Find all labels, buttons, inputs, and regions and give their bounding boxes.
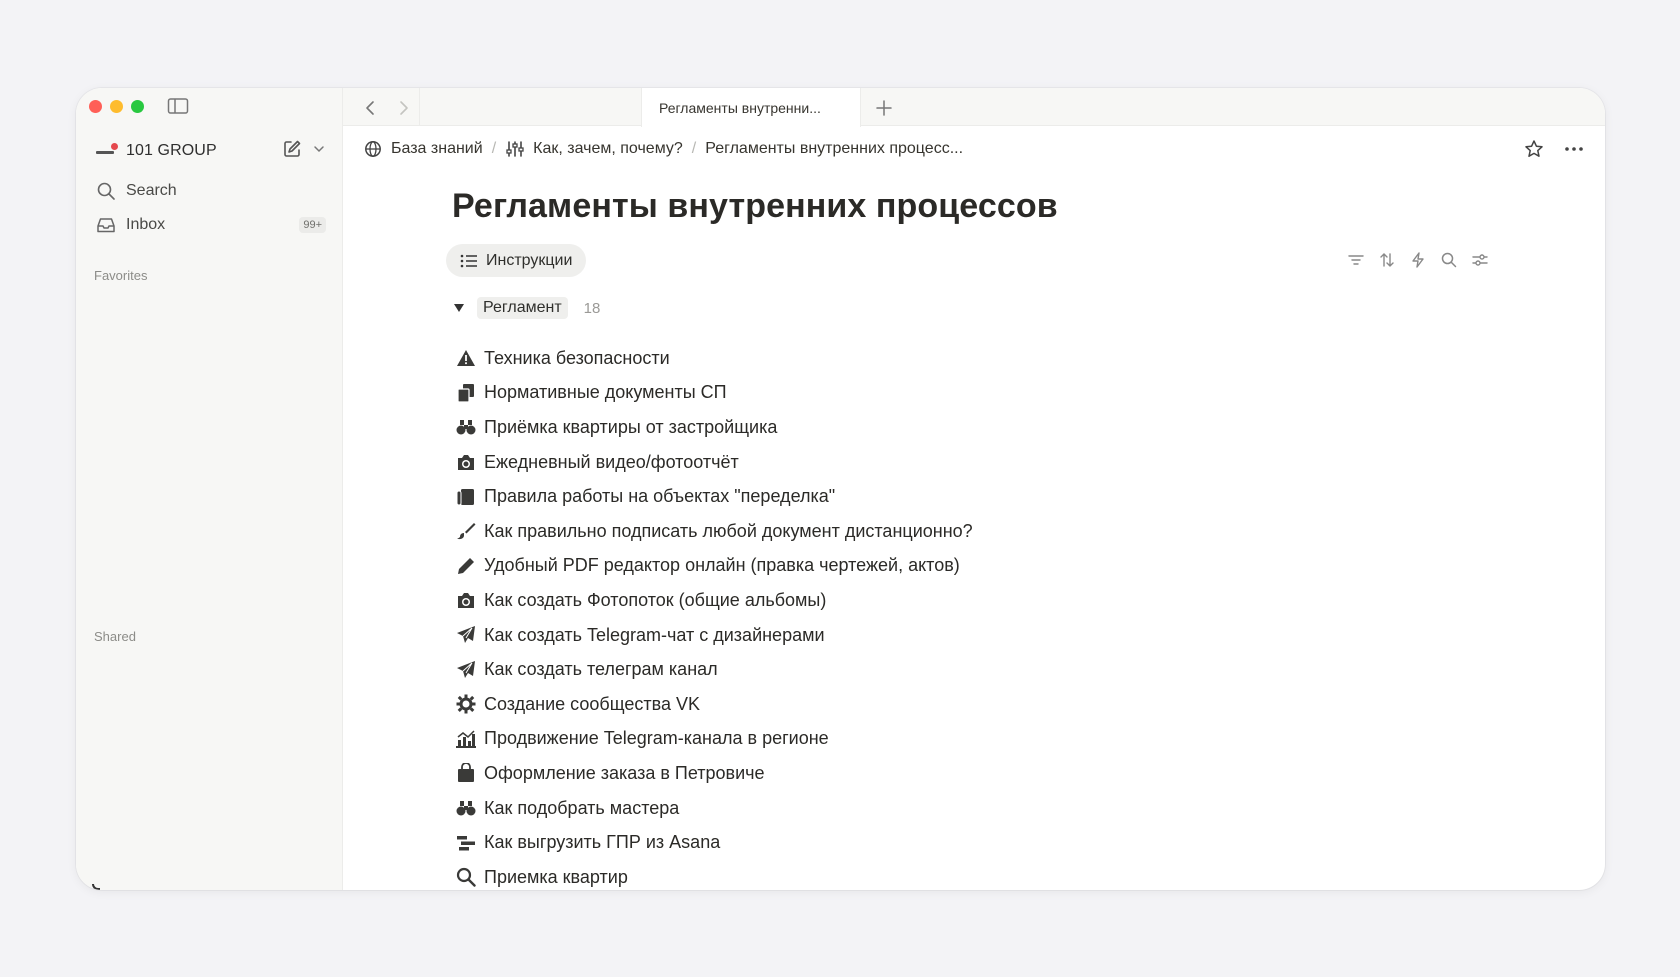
item-list: [456, 341, 973, 890]
breadcrumb: [363, 136, 963, 162]
binoculars-icon: [456, 798, 476, 818]
group-label[interactable]: Регламент: [477, 297, 568, 319]
sidebar-item-search[interactable]: [95, 177, 326, 205]
sort-icon[interactable]: [1377, 250, 1397, 270]
back-arrow-icon[interactable]: [360, 97, 382, 119]
list-item-label: Продвижение Telegram-канала в регионе: [484, 728, 829, 749]
view-toolbar: [1346, 250, 1490, 270]
shared-section-label[interactable]: Shared: [94, 629, 136, 644]
pencil-icon: [456, 556, 476, 576]
sliders-icon: [505, 139, 525, 159]
maximize-window-button[interactable]: [131, 100, 144, 113]
list-item-label: Техника безопасности: [484, 347, 670, 368]
list-item-label: Удобный PDF редактор онлайн (правка чертежей, актов): [484, 555, 960, 576]
list-item[interactable]: [456, 722, 973, 757]
list-icon: [460, 252, 478, 270]
new-page-icon[interactable]: [282, 139, 302, 164]
documents-icon: [456, 383, 476, 403]
sidebar-item-label: Search: [126, 182, 177, 199]
settings-sliders-icon[interactable]: [1470, 250, 1490, 270]
main-content: [343, 88, 1605, 890]
list-item-label: Ежедневный видео/фотоотчёт: [484, 451, 739, 472]
gantt-icon: [456, 833, 476, 853]
minimize-window-button[interactable]: [110, 100, 123, 113]
list-item[interactable]: [456, 791, 973, 826]
search-icon: [456, 867, 476, 887]
window-controls: [89, 100, 144, 113]
paper-plane-icon: [456, 660, 476, 680]
breadcrumb-item-current[interactable]: [705, 140, 963, 158]
list-item[interactable]: [456, 376, 973, 411]
workspace-logo-icon: [95, 143, 117, 159]
list-item[interactable]: [456, 583, 973, 618]
globe-icon: [363, 139, 383, 159]
list-item[interactable]: [456, 479, 973, 514]
binoculars-icon: [456, 417, 476, 437]
list-item-label: Приёмка квартиры от застройщика: [484, 416, 778, 437]
inbox-count-badge: 99+: [299, 217, 326, 233]
sidebar-item-label: Inbox: [126, 216, 166, 233]
list-item[interactable]: [456, 410, 973, 445]
inbox-icon: [95, 214, 117, 236]
breadcrumb-item-knowledge-base[interactable]: [363, 139, 483, 159]
list-item-label: Как создать Telegram-чат с дизайнерами: [484, 624, 825, 645]
search-icon[interactable]: [1439, 250, 1459, 270]
new-tab-plus-icon[interactable]: [873, 97, 895, 119]
list-item[interactable]: [456, 860, 973, 890]
brush-icon: [456, 521, 476, 541]
list-item[interactable]: [456, 825, 973, 860]
filter-icon[interactable]: [1346, 250, 1366, 270]
breadcrumb-separator: /: [691, 140, 697, 157]
list-item-label: Правила работы на объектах "переделка": [484, 486, 836, 507]
list-item-label: Как правильно подписать любой документ дистанционно?: [484, 520, 973, 541]
sidebar-item-inbox[interactable]: [95, 211, 326, 239]
tab-empty[interactable]: [419, 88, 641, 126]
more-options-icon[interactable]: [1563, 138, 1585, 160]
app-window: [76, 88, 1605, 890]
forward-arrow-icon[interactable]: [392, 97, 414, 119]
sidebar: [76, 88, 343, 890]
sidebar-toggle-icon[interactable]: [167, 97, 189, 115]
breadcrumb-label: Регламенты внутренних процесс...: [705, 140, 964, 157]
list-item-label: Приемка квартир: [484, 866, 628, 887]
tab-label: Регламенты внутренни...: [659, 99, 821, 116]
tab-active[interactable]: [641, 88, 861, 127]
workspace-name: 101 GROUP: [126, 142, 217, 159]
list-item[interactable]: [456, 341, 973, 376]
favorite-star-icon[interactable]: [1523, 138, 1545, 160]
list-item[interactable]: [456, 445, 973, 480]
list-item[interactable]: [456, 514, 973, 549]
resize-handle-icon: [92, 884, 100, 890]
list-item-label: Как создать телеграм канал: [484, 659, 718, 680]
list-item[interactable]: [456, 756, 973, 791]
view-tab-instructions[interactable]: [446, 244, 586, 277]
tab-bar: [343, 88, 1605, 126]
chevron-down-icon[interactable]: [312, 142, 326, 161]
favorites-section-label[interactable]: Favorites: [94, 268, 148, 283]
warning-icon: [456, 348, 476, 368]
breadcrumb-label: База знаний: [391, 140, 483, 157]
view-tab-label: Инструкции: [486, 251, 573, 269]
workspace-switcher[interactable]: [95, 138, 326, 164]
list-item-label: Создание сообщества VK: [484, 693, 700, 714]
group-count: 18: [583, 299, 601, 317]
list-item-label: Как подобрать мастера: [484, 797, 680, 818]
close-window-button[interactable]: [89, 100, 102, 113]
list-item[interactable]: [456, 652, 973, 687]
camera-icon: [456, 452, 476, 472]
list-item-label: Оформление заказа в Петровиче: [484, 762, 765, 783]
list-item-label: Как выгрузить ГПР из Asana: [484, 832, 721, 853]
breadcrumb-label: Как, зачем, почему?: [533, 140, 683, 157]
shopping-bag-icon: [456, 763, 476, 783]
page-title[interactable]: Регламенты внутренних процессов: [452, 187, 1058, 225]
gear-icon: [456, 694, 476, 714]
breadcrumb-separator: /: [491, 140, 497, 157]
search-icon: [95, 180, 117, 202]
breadcrumb-item-how-why[interactable]: [505, 139, 683, 159]
lightning-icon[interactable]: [1408, 250, 1428, 270]
list-item[interactable]: [456, 549, 973, 584]
group-header: [453, 296, 600, 320]
list-item-label: Как создать Фотопоток (общие альбомы): [484, 589, 827, 610]
scroll-icon: [456, 487, 476, 507]
list-item[interactable]: [456, 687, 973, 722]
list-item[interactable]: [456, 618, 973, 653]
camera-icon: [456, 590, 476, 610]
list-item-label: Нормативные документы СП: [484, 382, 727, 403]
collapse-triangle-icon[interactable]: [453, 302, 465, 314]
paper-plane-icon: [456, 625, 476, 645]
chart-icon: [456, 729, 476, 749]
